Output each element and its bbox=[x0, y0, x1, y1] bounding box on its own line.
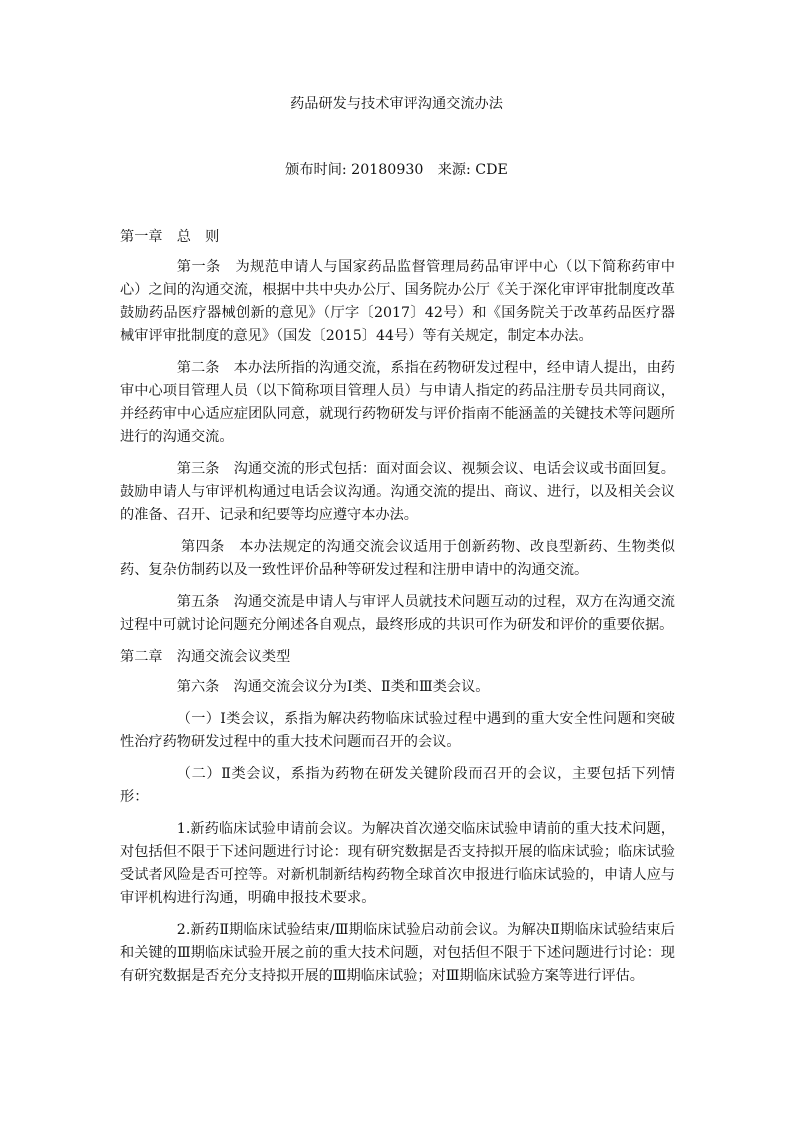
article-paragraph: 第三条 沟通交流的形式包括：面对面会议、视频会议、电话会议或书面回复。鼓励申请人与审评机构通过电话会议沟通。沟通交流的提出、商议、进行，以及相关会议的准备、召开、记录和纪要等均应遵守本办法。 bbox=[120, 461, 675, 523]
chapter-heading: 第二章 沟通交流会议类型 bbox=[120, 649, 291, 665]
document-body bbox=[120, 226, 675, 997]
publish-info: 颁布时间: 20180930 来源: CDE bbox=[285, 162, 508, 178]
list-item: 1.新药临床试验申请前会议。为解决首次递交临床试验申请前的重大技术问题，对包括但不限于下述问题进行讨论：现有研究数据是否支持拟开展的临床试验；临床试验受试者风险是否可控等。对新机制新结构药物全球首次申报进行临床试验的，申请人应与审评机构进行沟通，明确申报技术要求。 bbox=[120, 821, 675, 906]
article-paragraph: 第四条 本办法规定的沟通交流会议适用于创新药物、改良型新药、生物类似药、复杂仿制药以及一致性评价品种等研发过程和注册申请中的沟通交流。 bbox=[120, 539, 675, 578]
article-paragraph: 第一条 为规范申请人与国家药品监督管理局药品审评中心（以下简称药审中心）之间的沟通交流，根据中共中央办公厅、国务院办公厅《关于深化审评审批制度改革鼓励药品医疗器械创新的意见》（厅字〔2017〕42号）和《国务院关于改革药品医疗器械审评审批制度的意见》（国发〔2015〕44号）等有关规定，制定本办法。 bbox=[120, 259, 675, 344]
article-paragraph: 第二条 本办法所指的沟通交流，系指在药物研发过程中，经申请人提出，由药审中心项目管理人员（以下简称项目管理人员）与申请人指定的药品注册专员共同商议，并经药审中心适应症团队同意，就现行药物研发与评价指南不能涵盖的关键技术等问题所进行的沟通交流。 bbox=[120, 360, 675, 445]
article-paragraph: 第五条 沟通交流是申请人与审评人员就技术问题互动的过程，双方在沟通交流过程中可就讨论问题充分阐述各自观点，最终形成的共识可作为研发和评价的重要依据。 bbox=[120, 594, 675, 633]
clause-paragraph: （一）Ⅰ类会议，系指为解决药物临床试验过程中遇到的重大安全性问题和突破性治疗药物研发过程中的重大技术问题而召开的会议。 bbox=[120, 711, 675, 750]
list-item: 2.新药Ⅱ期临床试验结束/Ⅲ期临床试验启动前会议。为解决Ⅱ期临床试验结束后和关键的Ⅲ期临床试验开展之前的重大技术问题，对包括但不限于下述问题进行讨论：现有研究数据是否充分支持拟开展的Ⅲ期临床试验；对Ⅲ期临床试验方案等进行评估。 bbox=[120, 922, 675, 984]
article-paragraph: 第六条 沟通交流会议分为Ⅰ类、Ⅱ类和Ⅲ类会议。 bbox=[176, 679, 490, 695]
document-title: 药品研发与技术审评沟通交流办法 bbox=[290, 96, 503, 112]
clause-paragraph: （二）Ⅱ类会议，系指为药物在研发关键阶段而召开的会议，主要包括下列情形： bbox=[120, 766, 675, 805]
chapter-heading: 第一章 总 则 bbox=[120, 229, 220, 245]
